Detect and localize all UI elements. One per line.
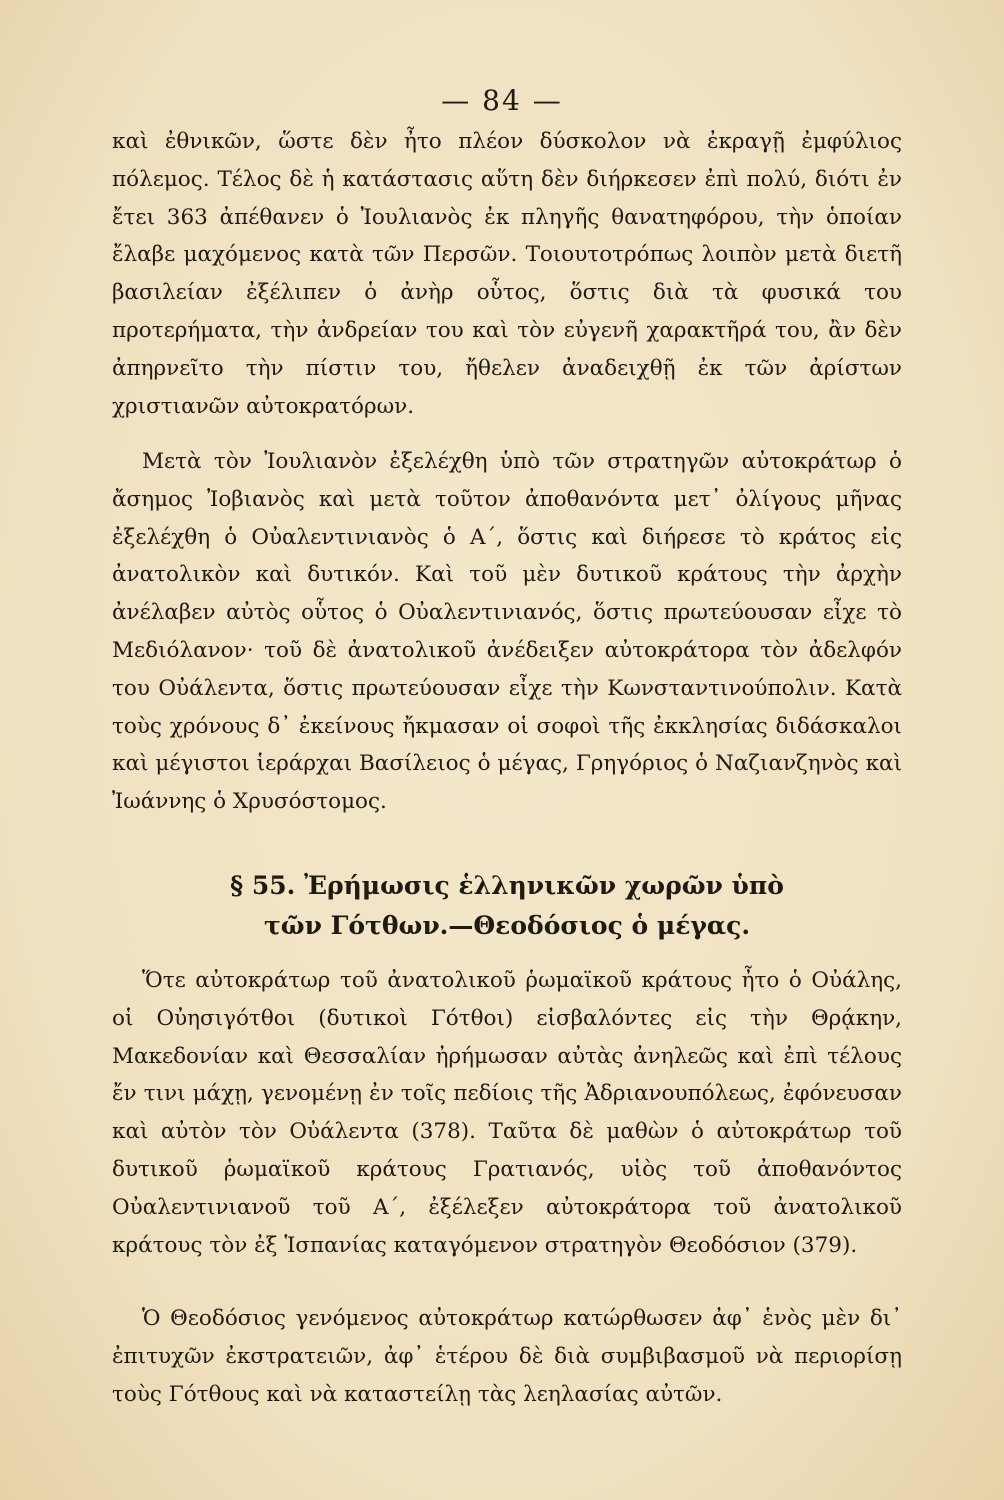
paragraph-2 bbox=[112, 443, 902, 821]
paragraph-2-text: Μετὰ τὸν Ἰουλιανὸν ἐξελέχθη ὑπὸ τῶν στρατηγῶν αὐτοκράτωρ ὁ ἄσημος Ἰοβιανὸς καὶ μετὰ τοῦτον ἀποθανόντα μετ᾽ ὀλίγους μῆνας ἐξελέχθη ὁ Οὐαλεντινιανὸς ὁ Α΄, ὅστις καὶ διήρεσε τὸ κράτος εἰς ἀνατολικὸν καὶ δυτικόν. Καὶ τοῦ μὲν δυτικοῦ κράτους τὴν ἀρχὴν ἀνέλαβεν αὐτὸς οὗτος ὁ Οὐαλεντινιανός, ὅστις πρωτεύουσαν εἶχε τὸ Μεδιόλανον· τοῦ δὲ ἀνατολικοῦ ἀνέδειξεν αὐτοκράτορα τὸν ἀδελφόν του Οὐάλεντα, ὅστις πρωτεύουσαν εἶχε τὴν Κωνσταντινούπολιν. Κατὰ τοὺς χρόνους δ᾽ ἐκείνους ἤκμασαν οἱ σοφοὶ τῆς ἐκκλησίας διδάσκαλοι καὶ μέγιστοι ἱεράρχαι Βασίλειος ὁ μέγας, Γρηγόριος ὁ Ναζιανζηνὸς καὶ Ἰωάννης ὁ Χρυσόστομος. bbox=[112, 449, 902, 815]
paragraph-4-text: Ὁ Θεοδόσιος γενόμενος αὐτοκράτωρ κατώρθωσεν ἀφ᾽ ἑνὸς μὲν δι᾽ ἐπιτυχῶν ἐκστρατειῶν, ἀφ᾽ ἑτέρου δὲ διὰ συμβιβασμοῦ νὰ περιορίσῃ τοὺς Γότθους καὶ νὰ καταστείλῃ τὰς λεηλασίας αὐτῶν. bbox=[112, 1306, 902, 1407]
paragraph-3 bbox=[112, 962, 902, 1264]
section-heading bbox=[112, 866, 902, 946]
paragraph-1 bbox=[112, 123, 902, 425]
section-heading-line-2: τῶν Γότθων.—Θεοδόσιος ὁ μέγας. bbox=[263, 911, 751, 940]
paragraph-4 bbox=[112, 1300, 902, 1413]
page-number: — 84 — bbox=[441, 84, 563, 117]
section-heading-line-1: § 55. Ἐρήμωσις ἑλληνικῶν χωρῶν ὑπὸ bbox=[230, 871, 784, 900]
paragraph-1-text: καὶ ἐθνικῶν, ὥστε δὲν ἦτο πλέον δύσκολον νὰ ἐκραγῇ ἐμφύλιος πόλεμος. Τέλος δὲ ἡ κατάστασις αὕτη δὲν διήρκεσεν ἐπὶ πολύ, διότι ἐν ἔτει 363 ἀπέθανεν ὁ Ἰουλιανὸς ἐκ πληγῆς θανατηφόρου, τὴν ὁποίαν ἔλαβε μαχόμενος κατὰ τῶν Περσῶν. Τοιουτοτρόπως λοιπὸν μετὰ διετῆ βασιλείαν ἐξέλιπεν ὁ ἀνὴρ οὗτος, ὅστις διὰ τὰ φυσικά του προτερήματα, τὴν ἀνδρείαν του καὶ τὸν εὐγενῆ χαρακτῆρά του, ἂν δὲν ἀπηρνεῖτο τὴν πίστιν του, ἤθελεν ἀναδειχθῇ ἐκ τῶν ἀρίστων χριστιανῶν αὐτοκρατόρων. bbox=[112, 129, 902, 419]
paragraph-3-text: Ὅτε αὐτοκράτωρ τοῦ ἀνατολικοῦ ῥωμαϊκοῦ κράτους ἦτο ὁ Οὐάλης, οἱ Οὐησιγότθοι (δυτικοὶ Γότθοι) εἰσβαλόντες εἰς τὴν Θρᾴκην, Μακεδονίαν καὶ Θεσσαλίαν ἠρήμωσαν αὐτὰς ἀνηλεῶς καὶ ἐπὶ τέλους ἔν τινι μάχῃ, γενομένῃ ἐν τοῖς πεδίοις τῆς Ἀδριανουπόλεως, ἐφόνευσαν καὶ αὐτὸν τὸν Οὐάλεντα (378). Ταῦτα δὲ μαθὼν ὁ αὐτοκράτωρ τοῦ δυτικοῦ ῥωμαϊκοῦ κράτους Γρατιανός, υἱὸς τοῦ ἀποθανόντος Οὐαλεντινιανοῦ τοῦ Α΄, ἐξέλεξεν αὐτοκράτορα τοῦ ἀνατολικοῦ κράτους τὸν ἐξ Ἱσπανίας καταγόμενον στρατηγὸν Θεοδόσιον (379). bbox=[112, 968, 902, 1258]
